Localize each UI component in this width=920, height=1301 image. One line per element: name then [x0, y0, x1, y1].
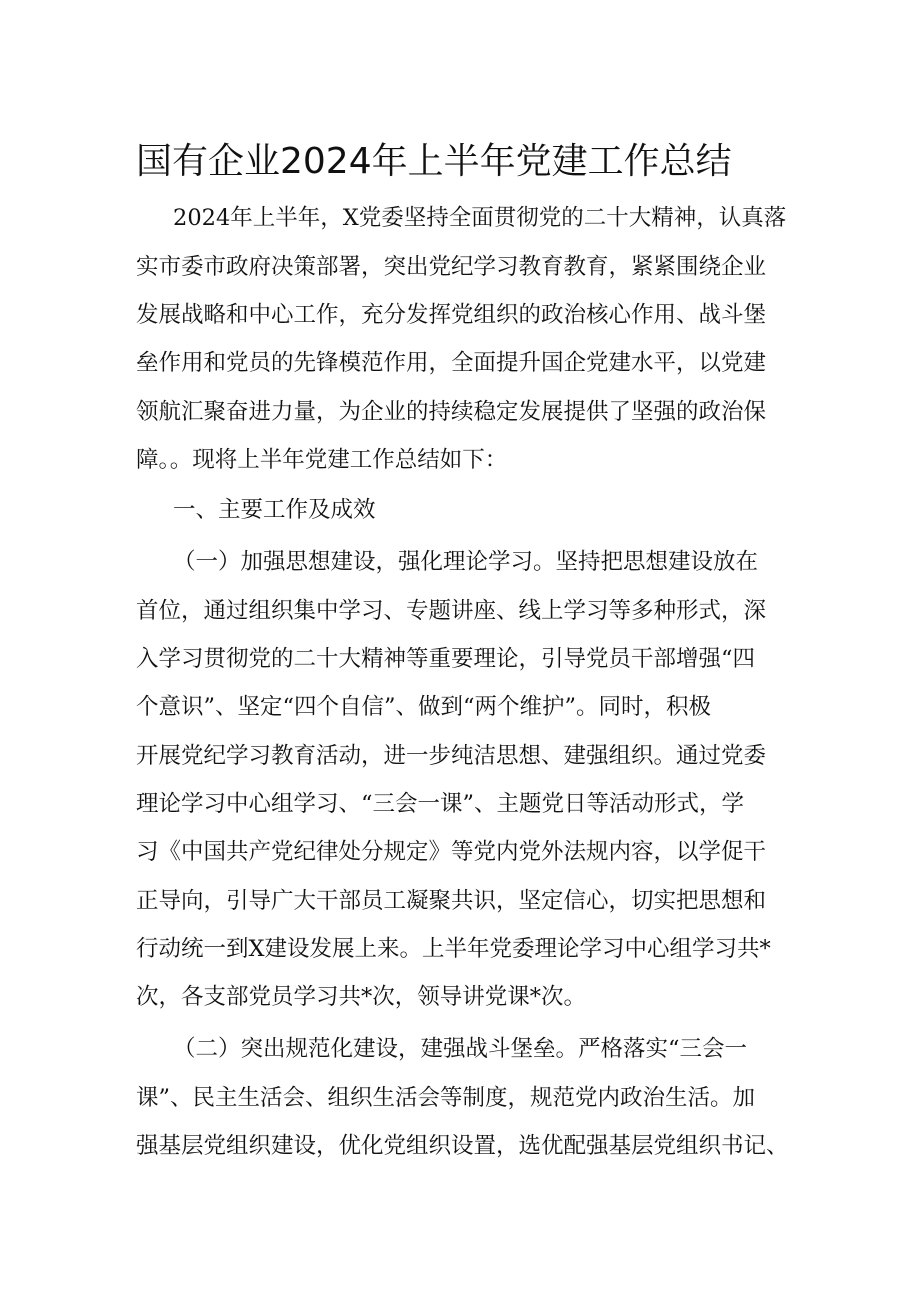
paragraph-line: 首位，通过组织集中学习、专题讲座、线上学习等多种形式，深 — [136, 598, 767, 624]
paragraph-line: 正导向，引导广大干部员工凝聚共识，坚定信心，切实把思想和 — [136, 888, 767, 914]
paragraph-line: （一）加强思想建设，强化理论学习。坚持把思想建设放在 — [173, 549, 759, 575]
paragraph-line: 理论学习中心组学习、“三会一课”、主题党日等活动形式，学 — [136, 791, 745, 817]
paragraph-line: 开展党纪学习教育活动，进一步纯洁思想、建强组织。通过党委 — [136, 743, 767, 769]
paragraph-line: 领航汇聚奋进力量，为企业的持续稳定发展提供了坚强的政治保 — [136, 399, 767, 425]
paragraph-line: 次，各支部党员学习共*次，领导讲党课*次。 — [136, 984, 587, 1010]
paragraph-line: 障。。现将上半年党建工作总结如下： — [136, 447, 508, 473]
paragraph-line: 习《中国共产党纪律处分规定》等党内党外法规内容，以学促干 — [136, 839, 767, 865]
paragraph-line: 行动统一到X建设发展上来。上半年党委理论学习中心组学习共* — [136, 936, 771, 962]
paragraph-line: 实市委市政府决策部署，突出党纪学习教育教育，紧紧围绕企业 — [136, 254, 767, 280]
paragraph-line: 发展战略和中心工作，充分发挥党组织的政治核心作用、战斗堡 — [136, 302, 767, 328]
paragraph-line: （二）突出规范化建设，建强战斗堡垒。严格落实“三会一 — [173, 1036, 748, 1062]
section-heading: 一、主要工作及成效 — [173, 497, 376, 523]
paragraph-line: 课”、民主生活会、组织生活会等制度，规范党内政治生活。加 — [136, 1085, 756, 1111]
paragraph-line: 强基层党组织建设，优化党组织设置，选优配强基层党组织书记、 — [136, 1133, 789, 1159]
document-title: 国有企业2024年上半年党建工作总结 — [136, 141, 732, 182]
paragraph-line: 入学习贯彻党的二十大精神等重要理论，引导党员干部增强“四 — [136, 646, 756, 672]
paragraph-line: 个意识”、坚定“四个自信”、做到“两个维护”。同时，积极 — [136, 694, 712, 720]
paragraph-line: 垒作用和党员的先锋模范作用，全面提升国企党建水平，以党建 — [136, 350, 767, 376]
paragraph-line: 2024年上半年，X党委坚持全面贯彻党的二十大精神，认真落 — [173, 205, 787, 231]
